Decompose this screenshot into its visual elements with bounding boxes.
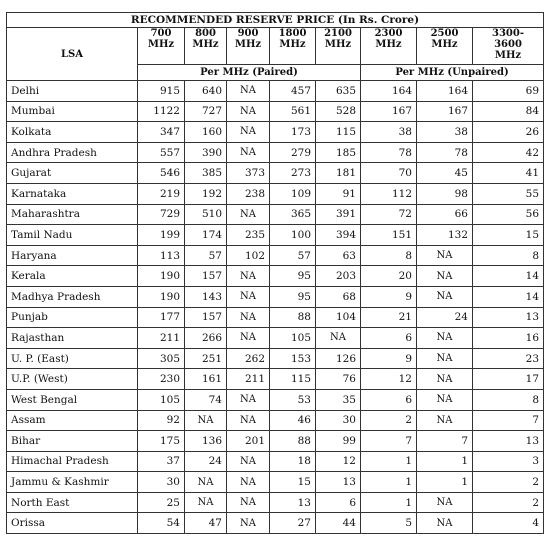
band-header: 700 MHz <box>138 28 185 65</box>
price-cell: 44 <box>316 513 361 534</box>
lsa-cell: Orissa <box>7 513 138 534</box>
price-cell: 160 <box>185 122 227 143</box>
table-row <box>7 81 544 102</box>
price-cell: NA <box>417 286 473 307</box>
table-row <box>7 348 544 369</box>
lsa-cell: U. P. (East) <box>7 348 138 369</box>
price-cell: 105 <box>270 328 316 349</box>
price-cell: 105 <box>138 389 185 410</box>
price-cell: 266 <box>185 328 227 349</box>
price-cell: 7 <box>361 431 417 452</box>
price-cell: NA <box>227 328 270 349</box>
price-cell: 561 <box>270 101 316 122</box>
price-cell: 113 <box>138 245 185 266</box>
table-row <box>7 142 544 163</box>
lsa-cell: Assam <box>7 410 138 431</box>
table-row <box>7 431 544 452</box>
table-row <box>7 513 544 534</box>
table-row <box>7 286 544 307</box>
price-cell: 74 <box>185 389 227 410</box>
price-cell: 92 <box>138 410 185 431</box>
price-cell: 201 <box>227 431 270 452</box>
price-cell: 13 <box>316 472 361 493</box>
price-cell: 373 <box>227 163 270 184</box>
lsa-cell: Karnataka <box>7 183 138 204</box>
price-cell: 66 <box>417 204 473 225</box>
lsa-cell: Madhya Pradesh <box>7 286 138 307</box>
price-cell: 143 <box>185 286 227 307</box>
price-cell: 24 <box>417 307 473 328</box>
price-cell: 17 <box>473 369 544 390</box>
table-row <box>7 369 544 390</box>
price-cell: 164 <box>417 81 473 102</box>
band-header: 2500 MHz <box>417 28 473 65</box>
table-row <box>7 389 544 410</box>
price-cell: 9 <box>361 286 417 307</box>
price-cell: 365 <box>270 204 316 225</box>
price-cell: 13 <box>270 492 316 513</box>
price-cell: 76 <box>316 369 361 390</box>
price-cell: 46 <box>270 410 316 431</box>
price-cell: 25 <box>138 492 185 513</box>
price-cell: NA <box>185 472 227 493</box>
table-row <box>7 328 544 349</box>
price-cell: 203 <box>316 266 361 287</box>
table-row <box>7 122 544 143</box>
price-cell: 72 <box>361 204 417 225</box>
price-cell: NA <box>417 492 473 513</box>
price-cell: 14 <box>473 286 544 307</box>
price-cell: 84 <box>473 101 544 122</box>
price-cell: 88 <box>270 307 316 328</box>
price-cell: 57 <box>185 245 227 266</box>
band-header: 3300- 3600 MHz <box>473 28 544 65</box>
price-cell: 8 <box>361 245 417 266</box>
price-cell: 13 <box>473 431 544 452</box>
price-cell: 102 <box>227 245 270 266</box>
price-cell: 8 <box>473 389 544 410</box>
lsa-cell: Maharashtra <box>7 204 138 225</box>
price-cell: 7 <box>417 431 473 452</box>
price-cell: 7 <box>473 410 544 431</box>
table-row <box>7 245 544 266</box>
price-cell: 30 <box>316 410 361 431</box>
price-cell: 56 <box>473 204 544 225</box>
price-cell: 15 <box>270 472 316 493</box>
price-cell: 57 <box>270 245 316 266</box>
price-cell: 211 <box>227 369 270 390</box>
price-cell: NA <box>227 122 270 143</box>
lsa-cell: Kerala <box>7 266 138 287</box>
lsa-header: LSA <box>7 28 138 81</box>
price-cell: 38 <box>417 122 473 143</box>
price-cell: 1 <box>417 472 473 493</box>
price-cell: 109 <box>270 183 316 204</box>
lsa-cell: Delhi <box>7 81 138 102</box>
price-cell: NA <box>227 307 270 328</box>
price-cell: NA <box>417 328 473 349</box>
table-row <box>7 451 544 472</box>
price-cell: 16 <box>473 328 544 349</box>
price-cell: 1122 <box>138 101 185 122</box>
price-cell: 153 <box>270 348 316 369</box>
price-cell: 238 <box>227 183 270 204</box>
table-row <box>7 307 544 328</box>
price-cell: NA <box>227 101 270 122</box>
price-cell: 104 <box>316 307 361 328</box>
price-cell: 99 <box>316 431 361 452</box>
band-header: 2100 MHz <box>316 28 361 65</box>
price-cell: NA <box>417 348 473 369</box>
price-cell: 174 <box>185 225 227 246</box>
band-header: 900 MHz <box>227 28 270 65</box>
price-cell: 164 <box>361 81 417 102</box>
price-cell: 2 <box>473 492 544 513</box>
reserve-price-table <box>6 12 544 534</box>
price-cell: 63 <box>316 245 361 266</box>
price-cell: 88 <box>270 431 316 452</box>
lsa-cell: North East <box>7 492 138 513</box>
price-cell: 262 <box>227 348 270 369</box>
price-cell: 41 <box>473 163 544 184</box>
price-cell: 457 <box>270 81 316 102</box>
price-cell: 6 <box>316 492 361 513</box>
price-cell: NA <box>227 451 270 472</box>
price-cell: 68 <box>316 286 361 307</box>
price-cell: 95 <box>270 266 316 287</box>
price-cell: 14 <box>473 266 544 287</box>
lsa-cell: Rajasthan <box>7 328 138 349</box>
price-cell: NA <box>417 266 473 287</box>
price-cell: 273 <box>270 163 316 184</box>
price-cell: 915 <box>138 81 185 102</box>
price-cell: 347 <box>138 122 185 143</box>
unpaired-label: Per MHz (Unpaired) <box>361 65 544 81</box>
price-cell: 12 <box>361 369 417 390</box>
price-cell: 181 <box>316 163 361 184</box>
price-cell: 15 <box>473 225 544 246</box>
price-cell: 53 <box>270 389 316 410</box>
lsa-cell: Himachal Pradesh <box>7 451 138 472</box>
price-cell: NA <box>227 266 270 287</box>
price-cell: 729 <box>138 204 185 225</box>
lsa-cell: Jammu & Kashmir <box>7 472 138 493</box>
price-cell: 6 <box>361 389 417 410</box>
price-cell: 9 <box>361 348 417 369</box>
price-cell: NA <box>185 492 227 513</box>
price-cell: 132 <box>417 225 473 246</box>
price-cell: NA <box>227 389 270 410</box>
price-cell: 727 <box>185 101 227 122</box>
price-cell: 1 <box>361 492 417 513</box>
price-cell: 199 <box>138 225 185 246</box>
price-cell: NA <box>417 410 473 431</box>
price-cell: 38 <box>361 122 417 143</box>
table-row <box>7 266 544 287</box>
title-row <box>7 13 544 28</box>
lsa-cell: Mumbai <box>7 101 138 122</box>
price-cell: 1 <box>361 451 417 472</box>
price-cell: 45 <box>417 163 473 184</box>
price-cell: NA <box>227 492 270 513</box>
price-cell: NA <box>227 81 270 102</box>
price-cell: 175 <box>138 431 185 452</box>
table-row <box>7 225 544 246</box>
price-cell: 557 <box>138 142 185 163</box>
table-row <box>7 472 544 493</box>
price-cell: 27 <box>270 513 316 534</box>
lsa-cell: West Bengal <box>7 389 138 410</box>
table-title: RECOMMENDED RESERVE PRICE (In Rs. Crore) <box>7 13 544 28</box>
price-cell: NA <box>417 513 473 534</box>
price-cell: 2 <box>361 410 417 431</box>
price-cell: 177 <box>138 307 185 328</box>
price-cell: 35 <box>316 389 361 410</box>
lsa-cell: Tamil Nadu <box>7 225 138 246</box>
table-row <box>7 183 544 204</box>
lsa-cell: U.P. (West) <box>7 369 138 390</box>
lsa-cell: Punjab <box>7 307 138 328</box>
price-cell: 279 <box>270 142 316 163</box>
band-header-row <box>7 28 544 65</box>
price-cell: 4 <box>473 513 544 534</box>
price-cell: 78 <box>417 142 473 163</box>
price-cell: NA <box>227 204 270 225</box>
price-cell: 126 <box>316 348 361 369</box>
price-cell: 3 <box>473 451 544 472</box>
price-cell: 95 <box>270 286 316 307</box>
price-cell: 12 <box>316 451 361 472</box>
price-cell: 151 <box>361 225 417 246</box>
price-cell: 219 <box>138 183 185 204</box>
price-cell: 390 <box>185 142 227 163</box>
table-row <box>7 204 544 225</box>
price-cell: NA <box>227 472 270 493</box>
price-cell: 69 <box>473 81 544 102</box>
price-cell: NA <box>417 389 473 410</box>
price-cell: 47 <box>185 513 227 534</box>
lsa-cell: Bihar <box>7 431 138 452</box>
table-row <box>7 101 544 122</box>
price-cell: 8 <box>473 245 544 266</box>
table-row <box>7 163 544 184</box>
band-header: 2300 MHz <box>361 28 417 65</box>
price-cell: 20 <box>361 266 417 287</box>
price-cell: 2 <box>473 472 544 493</box>
price-cell: 136 <box>185 431 227 452</box>
price-cell: 1 <box>361 472 417 493</box>
price-cell: 385 <box>185 163 227 184</box>
paired-label: Per MHz (Paired) <box>138 65 361 81</box>
price-cell: 78 <box>361 142 417 163</box>
price-cell: 230 <box>138 369 185 390</box>
price-cell: 211 <box>138 328 185 349</box>
price-cell: 528 <box>316 101 361 122</box>
price-cell: 6 <box>361 328 417 349</box>
price-cell: 70 <box>361 163 417 184</box>
price-cell: 635 <box>316 81 361 102</box>
price-cell: 112 <box>361 183 417 204</box>
price-cell: 157 <box>185 266 227 287</box>
price-cell: 26 <box>473 122 544 143</box>
price-cell: 91 <box>316 183 361 204</box>
table-body <box>7 81 544 534</box>
lsa-cell: Andhra Pradesh <box>7 142 138 163</box>
price-cell: 251 <box>185 348 227 369</box>
price-cell: 13 <box>473 307 544 328</box>
table-row <box>7 410 544 431</box>
lsa-cell: Gujarat <box>7 163 138 184</box>
price-cell: NA <box>227 286 270 307</box>
price-cell: 54 <box>138 513 185 534</box>
price-cell: 98 <box>417 183 473 204</box>
price-cell: 115 <box>270 369 316 390</box>
band-header: 1800 MHz <box>270 28 316 65</box>
price-cell: 185 <box>316 142 361 163</box>
price-cell: 640 <box>185 81 227 102</box>
price-cell: 37 <box>138 451 185 472</box>
price-cell: 167 <box>417 101 473 122</box>
price-cell: 167 <box>361 101 417 122</box>
price-cell: 190 <box>138 266 185 287</box>
lsa-cell: Haryana <box>7 245 138 266</box>
price-cell: NA <box>227 513 270 534</box>
price-cell: 305 <box>138 348 185 369</box>
lsa-cell: Kolkata <box>7 122 138 143</box>
price-cell: 173 <box>270 122 316 143</box>
price-cell: 190 <box>138 286 185 307</box>
table-row <box>7 492 544 513</box>
price-cell: NA <box>417 369 473 390</box>
price-cell: NA <box>227 410 270 431</box>
price-cell: NA <box>185 410 227 431</box>
price-cell: 1 <box>417 451 473 472</box>
price-cell: 42 <box>473 142 544 163</box>
price-cell: 391 <box>316 204 361 225</box>
price-cell: 5 <box>361 513 417 534</box>
price-cell: 192 <box>185 183 227 204</box>
price-cell: 161 <box>185 369 227 390</box>
price-cell: 115 <box>316 122 361 143</box>
price-cell: 394 <box>316 225 361 246</box>
band-header: 800 MHz <box>185 28 227 65</box>
price-cell: NA <box>417 245 473 266</box>
price-cell: 21 <box>361 307 417 328</box>
price-cell: 510 <box>185 204 227 225</box>
price-cell: 23 <box>473 348 544 369</box>
price-cell: 55 <box>473 183 544 204</box>
price-cell: 235 <box>227 225 270 246</box>
price-cell: 157 <box>185 307 227 328</box>
price-cell: 546 <box>138 163 185 184</box>
price-cell: 100 <box>270 225 316 246</box>
price-cell: 24 <box>185 451 227 472</box>
price-cell: 18 <box>270 451 316 472</box>
price-cell: NA <box>316 328 361 349</box>
price-cell: NA <box>227 142 270 163</box>
price-cell: 30 <box>138 472 185 493</box>
